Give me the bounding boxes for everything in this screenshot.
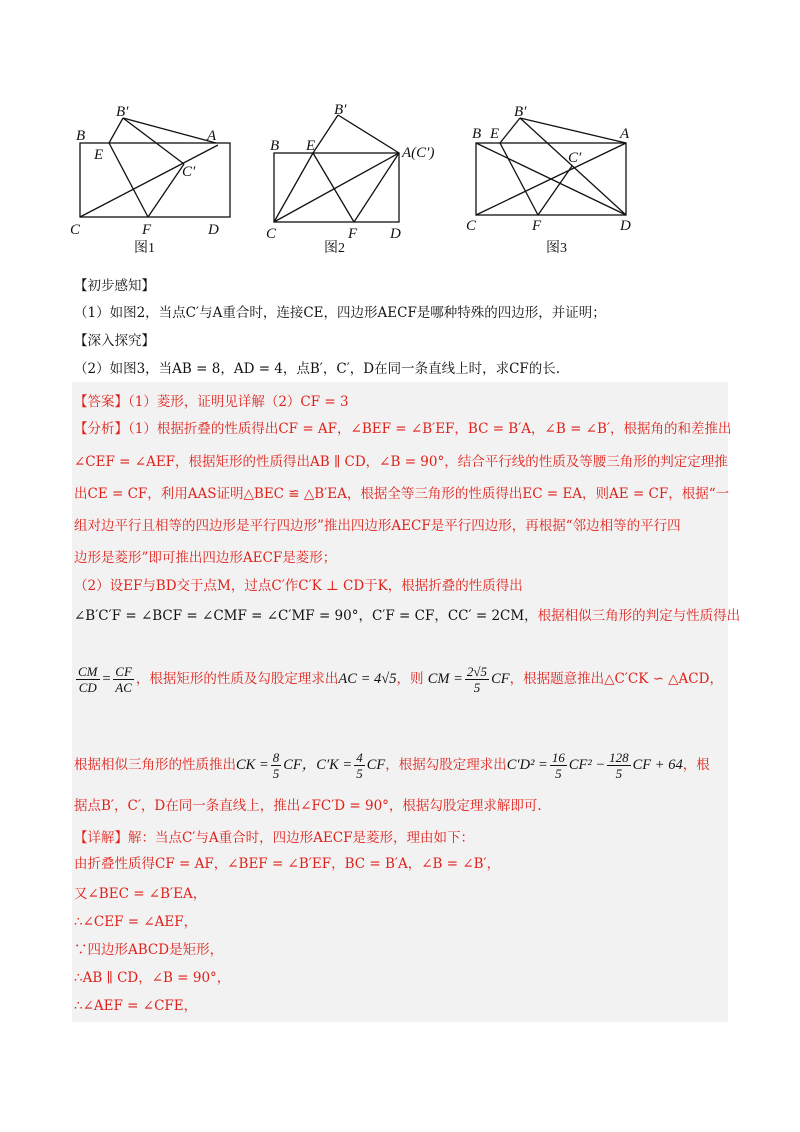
detail-line-6: ∴AB ∥ CD，∠B = 90°，	[74, 970, 231, 986]
caption-fig1: 图1	[134, 241, 155, 256]
label-f: F	[348, 226, 358, 242]
section-title-explore: 【深入探究】	[74, 333, 155, 349]
fraction-two-sqrt5: $\frac{2√5}{5}$	[466, 664, 488, 695]
fraction-cf-ac: $\frac{CF}{AC}$	[115, 664, 132, 695]
caption-fig3: 图3	[546, 241, 567, 256]
section-title-initial: 【初步感知】	[74, 278, 155, 294]
answer-tag: 【答案】	[74, 394, 128, 410]
segment-b1a	[123, 118, 216, 143]
segment-b1c1	[123, 118, 184, 164]
analysis-text-1: （1）根据折叠的性质得出CF = AF，∠BEF = ∠B′EF，BC = B′A，∠B = ∠B′，根据角的和差推出	[128, 421, 732, 437]
segment-eb1	[109, 118, 123, 143]
label-a: A	[620, 126, 630, 142]
question-1: （1）如图2，当点C′与A重合时，连接CE，四边形AECF是哪种特殊的四边形，并证明；	[74, 305, 606, 321]
label-b: B	[76, 128, 86, 144]
label-c-prime: C′	[568, 150, 582, 166]
fold-line-ef	[500, 143, 538, 215]
analysis-line-8: $\frac{CM}{CD}$ = $\frac{CF}{AC}$ ，根据矩形的性质及勾股定理求出AC = 4√5，则 CM = $\frac{2√5}{5}$ CF，根据题意推出△C′CK ∽ △ACD，	[78, 664, 723, 695]
detail-line-3: 又∠BEC = ∠B′EA，	[74, 886, 207, 902]
analysis-line-10: 据点B′，C′，D在同一条直线上，推出∠FC′D = 90°，根据勾股定理求解即可.	[74, 798, 542, 814]
label-b: B	[270, 138, 280, 154]
analysis-line-4: 组对边平行且相等的四边形是平行四边形”推出四边形AECF是平行四边形，再根据“邻边相等的平行四	[74, 518, 681, 534]
fraction-cm-cd: $\frac{CM}{CD}$	[78, 664, 98, 695]
fraction-four-fifths: $\frac{4}{5}$	[356, 750, 363, 781]
label-e: E	[306, 138, 316, 154]
figure-1	[66, 100, 246, 260]
detail-line-2: 由折叠性质得CF = AF，∠BEF = ∠B′EF，BC = B′A，∠B = ∠B′，	[74, 856, 501, 872]
detail-line-1	[74, 828, 474, 848]
fold-line-ef	[109, 143, 148, 217]
label-b: B	[472, 126, 482, 142]
fraction-128-fifths: $\frac{128}{5}$	[609, 750, 629, 781]
segment-c1f	[538, 166, 572, 215]
detail-tag: 【详解】	[74, 830, 128, 846]
label-e: E	[490, 126, 500, 142]
label-c: C	[266, 226, 277, 242]
label-a: A	[207, 128, 217, 144]
label-c: C	[70, 222, 81, 238]
analysis-line-5: 边形是菱形”即可推出四边形AECF是菱形；	[74, 550, 337, 566]
label-b-prime: B′	[334, 102, 347, 118]
segment-b1e	[313, 115, 338, 153]
segment-eb1	[500, 118, 520, 143]
diagonal-ca	[274, 153, 399, 222]
label-c-prime: C′	[182, 164, 196, 180]
label-b-prime: B′	[116, 104, 129, 120]
figures-area	[0, 0, 800, 270]
answer-line	[74, 392, 349, 412]
analysis-line-9: 根据相似三角形的性质推出CK = $\frac{8}{5}$ CF，C′K = $\frac{4}{5}$ CF，根据勾股定理求出C′D² = $\frac{16}{5}$ CF² − $\frac{128}{5}$ CF + 64，根	[74, 750, 710, 781]
fraction-eight-fifths: $\frac{8}{5}$	[272, 750, 280, 781]
label-b-prime: B′	[514, 104, 527, 120]
analysis-text-7: 根据相似三角形的判定与性质得出	[537, 608, 741, 624]
analysis-line-3: 出CE = CF，利用AAS证明△BEC ≌ △B′EA，根据全等三角形的性质得出EC = EA，则AE = CF，根据“一	[74, 486, 730, 502]
fraction-sixteen-fifths: $\frac{16}{5}$	[551, 750, 565, 781]
question-2: （2）如图3，当AB = 8，AD = 4，点B′，C′，D在同一条直线上时，求CF的长.	[74, 361, 561, 377]
answer-text: （1）菱形，证明见详解（2）CF = 3	[128, 394, 349, 410]
analysis-angles: ∠B′C′F = ∠BCF = ∠CMF = ∠C′MF = 90°，C′F = CF，CC′ = 2CM，	[74, 608, 538, 624]
label-d: D	[620, 218, 631, 234]
segment-b1a	[520, 118, 626, 143]
label-e: E	[94, 147, 104, 163]
figure-2	[260, 100, 450, 260]
label-c: C	[466, 218, 477, 234]
detail-text-1: 解：当点C′与A重合时，四边形AECF是菱形，理由如下：	[128, 830, 474, 846]
figure-3	[460, 100, 650, 260]
label-d: D	[390, 226, 401, 242]
analysis-tag: 【分析】	[74, 421, 128, 437]
fold-line-ef	[313, 153, 354, 222]
detail-line-4: ∴∠CEF = ∠AEF，	[74, 914, 198, 930]
segment-fa	[354, 153, 399, 222]
segment-b1a	[338, 115, 399, 153]
detail-line-5: ∵四边形ABCD是矩形，	[74, 942, 224, 958]
caption-fig2: 图2	[324, 241, 345, 256]
label-f: F	[142, 222, 152, 238]
analysis-line-7	[74, 606, 740, 626]
label-f: F	[532, 218, 542, 234]
analysis-line-6: （2）设EF与BD交于点M，过点C′作C′K ⊥ CD于K，根据折叠的性质得出	[74, 578, 523, 594]
detail-line-7: ∴∠AEF = ∠CFE，	[74, 998, 198, 1014]
segment-b1d	[520, 118, 626, 215]
analysis-line-1	[74, 419, 731, 439]
label-d: D	[208, 222, 219, 238]
label-a-c-prime: A(C′)	[402, 145, 435, 161]
analysis-line-2: ∠CEF = ∠AEF，根据矩形的性质得出AB ∥ CD，∠B = 90°，结合平行线的性质及等腰三角形的判定定理推	[74, 454, 728, 470]
